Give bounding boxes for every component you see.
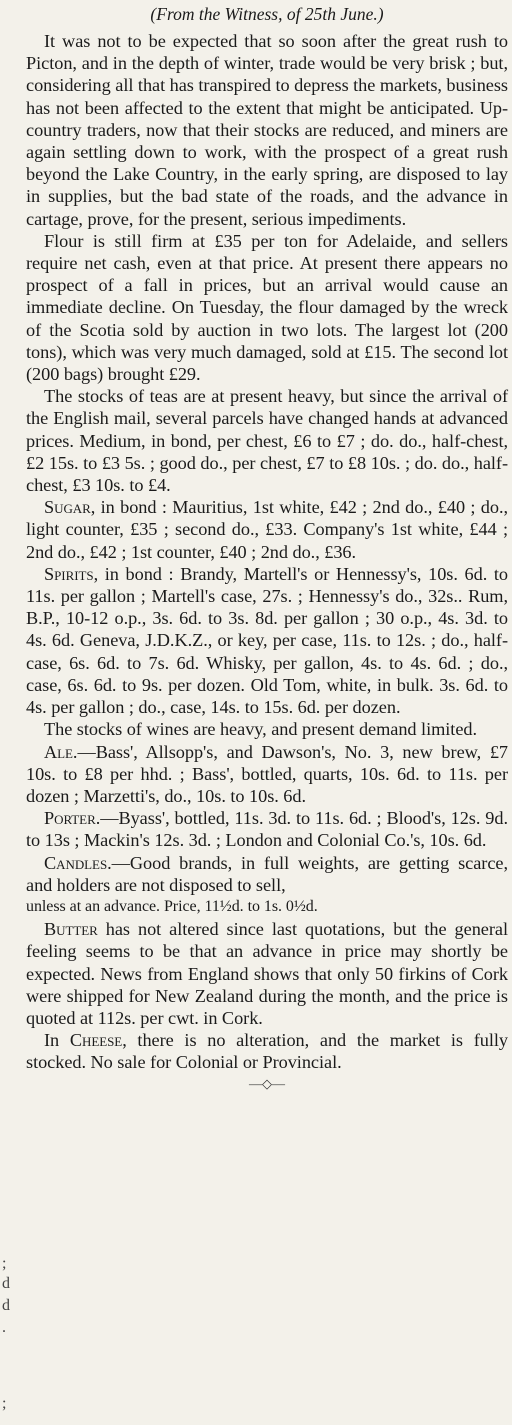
paragraph-teas: The stocks of teas are at present heavy, but since the arrival of the English mail, several parcels have changed hands at advanced prices. Medium, in bond, per chest, £6 to £7 ; do. do., half-chest, £2 15s. to £3 5s. ; good do., per chest, £7 to £8 10s. ; do. do., half-chest, £3 10s. to £4. xyxy=(26,386,508,496)
sugar-text: , in bond : Mauritius, 1st white, £42 ; 2nd do., £40 ; do., light counter, £35 ; second do., £33. Company's 1st white, £44 ; 2nd do., £42 ; 1st counter, £40 ; 2nd do., £36. xyxy=(26,497,508,562)
porter-lead: Porter. xyxy=(44,808,101,829)
butter-lead: Butter xyxy=(44,919,98,940)
article-heading: (From the Witness, of 25th June.) xyxy=(150,4,384,24)
paragraph-butter xyxy=(26,918,508,1029)
paragraph-flour: Flour is still firm at £35 per ton for Adelaide, and sellers require net cash, even at that price. At present there appears no prospect of a fall in prices, but an arrival would cause an immediate decline. On Tuesday, the flour damaged by the wreck of the Scotia sold by auction in two lots. The largest lot (200 tons), which was very much damaged, sold at £15. The second lot (200 bags) brought £29. xyxy=(26,230,508,385)
paragraph-candles xyxy=(26,852,508,896)
ale-lead: Ale. xyxy=(44,741,78,762)
candles-text: —Good brands, in full weights, are getting scarce, and holders are not disposed to sell, xyxy=(26,852,508,895)
gutter-mark: d xyxy=(2,1275,10,1292)
gutter-mark: ; xyxy=(2,1395,7,1412)
paragraph-sugar xyxy=(26,496,508,563)
porter-text: —Byass', bottled, 11s. 3d. to 11s. 6d. ; Blood's, 12s. 9d. to 13s ; Mackin's 12s. 3d. ; London and Colonial Co.'s, 10s. 6d. xyxy=(26,808,508,851)
paragraph-porter xyxy=(26,807,508,851)
cheese-pre: In xyxy=(44,1030,70,1051)
paragraph-intro: It was not to be expected that so soon after the great rush to Picton, and in the depth of winter, trade would be very brisk ; but, considering all that has transpired to depress the markets, business has not been affected to the extent that might be anticipated. Up-country traders, now that their stocks are reduced, and miners are again settling down to work, with the prospect of a great rush beyond the Lake Country, in the early spring, are disposed to lay in supplies, but the bad state of the roads, and the advance in cartage, prove, for the present, serious impediments. xyxy=(26,31,508,229)
gutter-mark: . xyxy=(2,1319,6,1336)
gutter-mark: ; xyxy=(2,1255,7,1272)
butter-text: has not altered since last quotations, but the general feeling seems to be that an advance in price may shortly be expected. News from England shows that only 50 firkins of Cork were shipped for New Zealand during the month, and the price is quoted at 112s. per cwt. in Cork. xyxy=(26,919,508,1028)
cheese-lead: Cheese xyxy=(69,1030,123,1051)
candles-lead: Candles. xyxy=(44,852,112,873)
article-column xyxy=(26,2,508,1092)
spirits-lead: Spirits xyxy=(44,563,94,584)
end-ornament: —◇— xyxy=(249,1075,285,1091)
cheese-text: , there is no alteration, and the market is fully stocked. No sale for Colonial or Provincial. xyxy=(26,1030,508,1073)
paragraph-ale xyxy=(26,741,508,808)
gutter-mark: d xyxy=(2,1297,10,1314)
ale-text: —Bass', Allsopp's, and Dawson's, No. 3, new brew, £7 10s. to £8 per hhd. ; Bass', bottled, quarts, 10s. 6d. to 11s. per dozen ; Marzetti's, do., 10s. to 10s. 6d. xyxy=(26,741,508,806)
paragraph-spirits xyxy=(26,563,508,718)
paragraph-candles-price: unless at an advance. Price, 11½d. to 1s. 0½d. xyxy=(26,897,318,915)
spirits-text: , in bond : Brandy, Martell's or Hennessy's, 10s. 6d. to 11s. per gallon ; Martell's case, 27s. ; Hennessy's do., 32s.. Rum, B.P., 10-12 o.p., 3s. 6d. to 3s. 8d. per gallon ; 30 o.p., 4s. 3d. to 4s. 6d. Geneva, J.D.K.Z., or key, per case, 11s. to 12s. ; do., half-case, 6s. 6d. to 7s. 6d. Whisky, per gallon, 4s. to 4s. 6d. ; do., case, 6s. 6d. to 9s. per dozen. Old Tom, white, in bulk. 3s. 6d. to 4s. per gallon ; do., case, 14s. to 15s. 6d. per dozen. xyxy=(26,563,508,718)
sugar-lead: Sugar xyxy=(44,497,91,518)
paragraph-wines: The stocks of wines are heavy, and present demand limited. xyxy=(44,719,478,740)
paragraph-cheese xyxy=(26,1029,508,1073)
